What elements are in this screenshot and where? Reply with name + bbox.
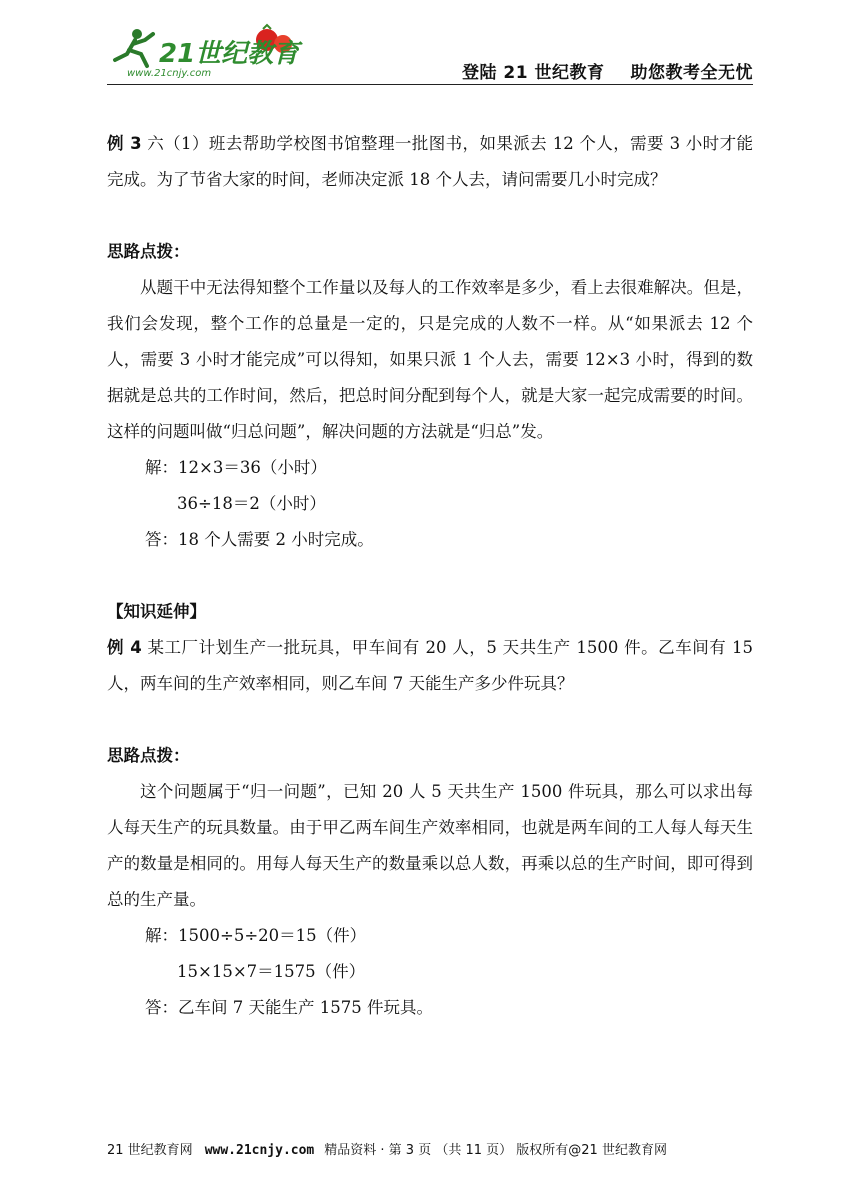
example-4-hint-heading: 思路点拨： — [107, 746, 190, 765]
footer-site-link[interactable]: www.21cnjy.com — [204, 1143, 315, 1158]
example-3-problem — [107, 126, 753, 198]
example-4-solution-2: 15×15×7＝1575（件） — [177, 962, 366, 981]
example-4-hint: 这个问题属于“归一问题”，已知 20 人 5 天共生产 1500 件玩具，那么可以求出每人每天生产的玩具数量。由于甲乙两车间生产效率相同，也就是两车间的工人每人每天生产的数量是相同的。用每人每天生产的数量乘以总人数，再乘以总的生产时间，即可得到总的生产量。 — [107, 782, 753, 909]
page-content — [107, 126, 753, 1026]
logo-text: 21世纪教育 — [159, 39, 300, 69]
slogan-right: 助您教考全无忧 — [630, 63, 753, 83]
example-4-answer: 答：乙车间 7 天能生产 1575 件玩具。 — [145, 998, 433, 1017]
footer-left: 21 世纪教育网 — [107, 1143, 193, 1158]
site-logo — [107, 20, 307, 80]
example-3-hint: 从题干中无法得知整个工作量以及每人的工作效率是多少，看上去很难解决。但是，我们会发现，整个工作的总量是一定的，只是完成的人数不一样。从“如果派去 12 个人，需要 3 小时才能完成”可以得知，如果只派 1 个人去，需要 12×3 小时，得到的数据就是总共的工作时间，然后，把总时间分配到每个人，就是大家一起完成需要的时间。这样的问题叫做“归总问题”，解决问题的方法就是“归总”发。 — [107, 278, 753, 441]
example-3-answer: 答：18 个人需要 2 小时完成。 — [145, 530, 374, 549]
example-4-solution-1: 解：1500÷5÷20＝15（件） — [145, 926, 367, 945]
example-4-problem — [107, 630, 753, 702]
example-3-hint-heading: 思路点拨： — [107, 242, 190, 261]
logo-url: www.21cnjy.com — [127, 68, 212, 79]
example-3-text: 六（1）班去帮助学校图书馆整理一批图书，如果派去 12 个人，需要 3 小时才能完成。为了节省大家的时间，老师决定派 18 个人去，请问需要几小时完成？ — [107, 134, 753, 189]
example-4-text: 某工厂计划生产一批玩具，甲车间有 20 人，5 天共生产 1500 件。乙车间有 15 人，两车间的生产效率相同，则乙车间 7 天能生产多少件玩具？ — [107, 638, 753, 693]
slogan-left: 登陆 21 世纪教育 — [462, 63, 605, 83]
page-footer — [107, 1139, 753, 1158]
footer-right: 精品资料 · 第 3 页 （共 11 页） 版权所有@21 世纪教育网 — [324, 1143, 667, 1158]
page-header — [107, 20, 753, 86]
header-divider — [107, 84, 753, 85]
example-3-label: 例 3 — [107, 134, 142, 153]
example-3-solution-2: 36÷18＝2（小时） — [177, 494, 326, 513]
example-4-label: 例 4 — [107, 638, 142, 657]
example-3-solution-1: 解：12×3＝36（小时） — [145, 458, 327, 477]
header-slogan — [462, 58, 753, 83]
extension-heading: 【知识延伸】 — [107, 602, 206, 621]
